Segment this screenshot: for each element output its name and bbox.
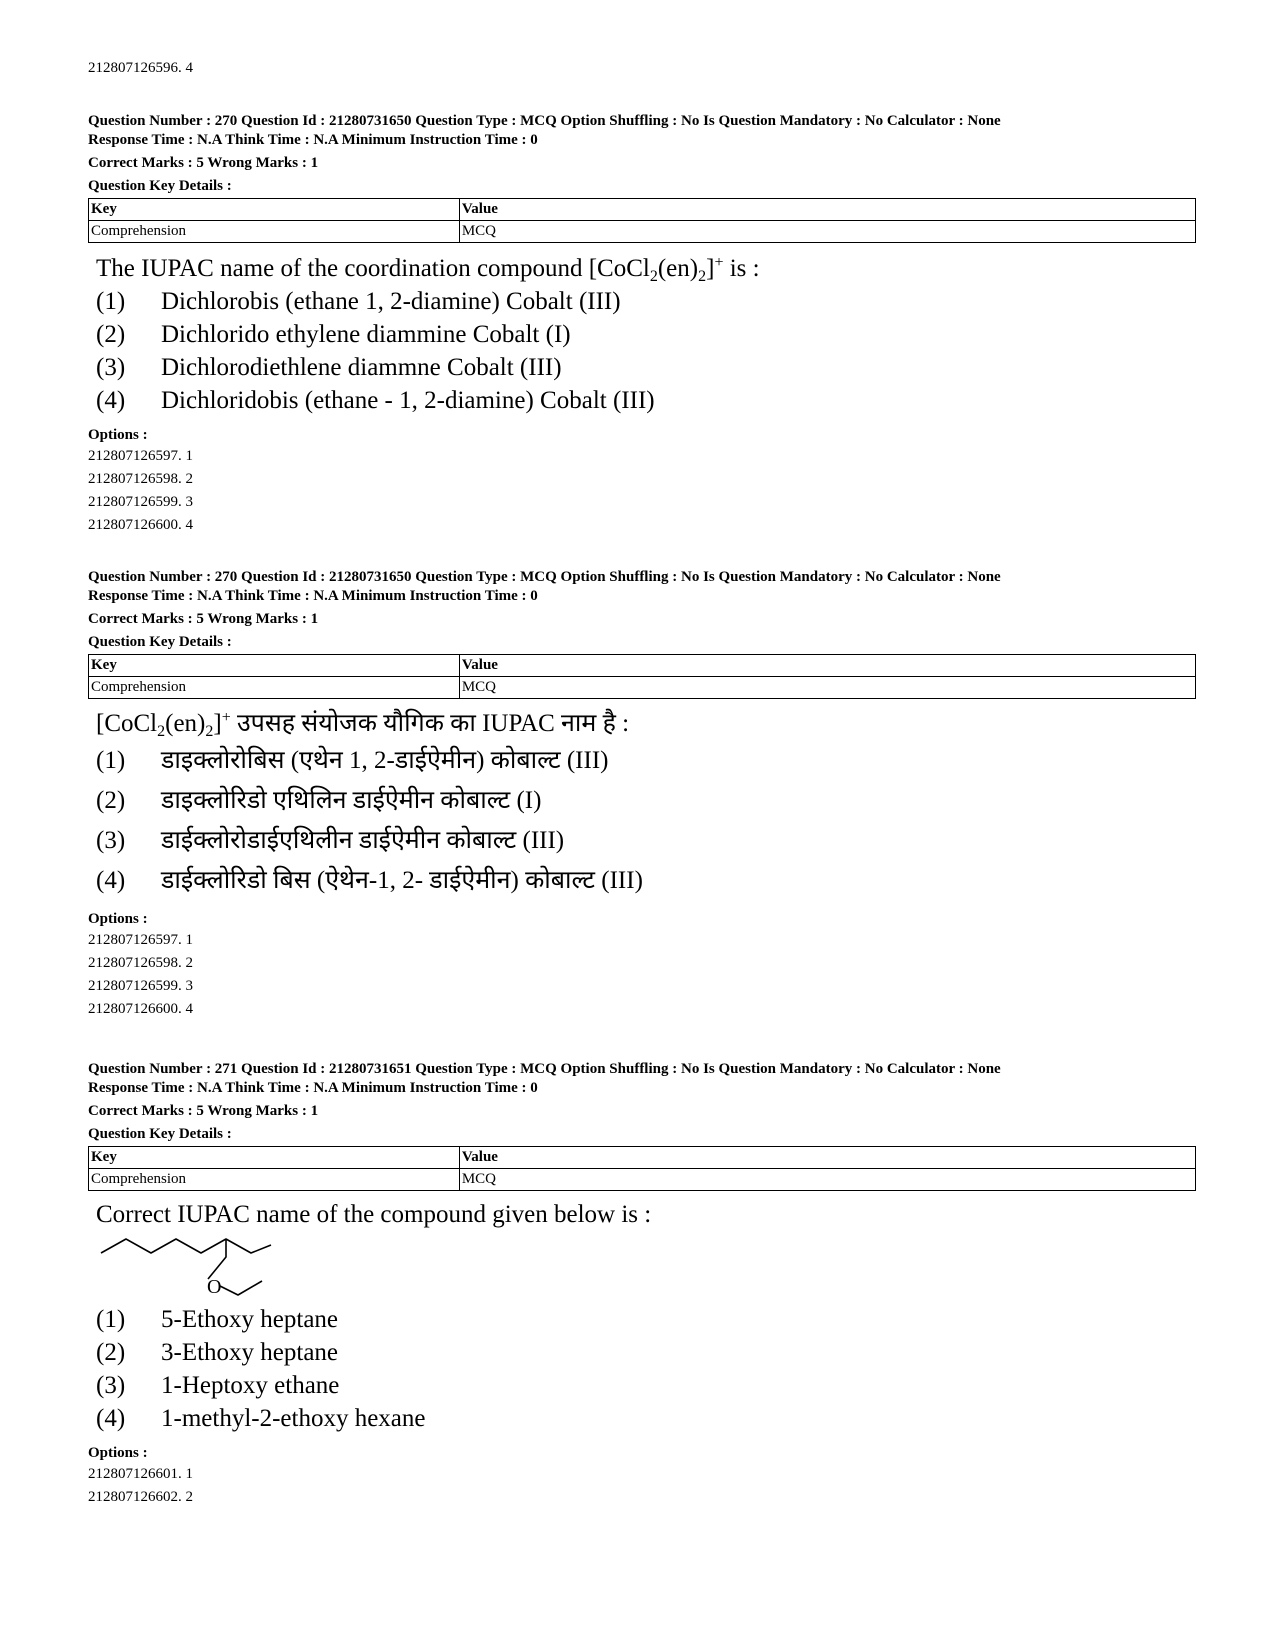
answer-option (96, 1303, 1196, 1336)
question-meta-line: Response Time : N.A Think Time : N.A Minimum Instruction Time : 0 (88, 588, 538, 604)
table-cell: MCQ (459, 677, 1195, 699)
options-label: Options : (88, 911, 148, 927)
option-number: (3) (96, 1372, 126, 1399)
key-details-label: Question Key Details : (88, 1126, 232, 1142)
answer-option (96, 1336, 1196, 1369)
question-meta-line: Question Number : 270 Question Id : 21280731650 Question Type : MCQ Option Shuffling : No Is Question Mandatory : No Calculator : None (88, 569, 1001, 585)
option-number: (1) (96, 288, 126, 315)
table-cell: Comprehension (89, 1169, 460, 1191)
option-id: 212807126598. 2 (88, 955, 193, 971)
table-header-cell: Value (459, 1147, 1195, 1169)
option-text: डाइक्लोरोबिस (एथेन 1, 2-डाईऐमीन) कोबाल्ट (III) (161, 747, 609, 774)
question-meta-line: Question Number : 271 Question Id : 21280731651 Question Type : MCQ Option Shuffling : No Is Question Mandatory : No Calculator : None (88, 1061, 1001, 1077)
option-text: डाईक्लोरोडाईएथिलीन डाईऐमीन कोबाल्ट (III) (161, 827, 565, 854)
stem-subscript: 2 (157, 723, 166, 740)
option-number: (2) (96, 321, 126, 348)
answer-option (96, 318, 1196, 351)
option-text: Dichlorobis (ethane 1, 2-diamine) Cobalt (III) (161, 288, 621, 315)
table-header-row (89, 655, 1196, 677)
option-text: 5-Ethoxy heptane (161, 1306, 339, 1333)
previous-option-id: 212807126596. 4 (88, 60, 193, 76)
stem-text: (en) (657, 255, 699, 282)
answer-option (96, 351, 1196, 384)
stem-text: (en) (165, 710, 206, 737)
key-details-label: Question Key Details : (88, 178, 232, 194)
stem-subscript: 2 (205, 723, 214, 740)
table-header-row (89, 1147, 1196, 1169)
key-details-label: Question Key Details : (88, 634, 232, 650)
option-text: डाइक्लोरिडो एथिलिन डाईऐमीन कोबाल्ट (I) (161, 787, 542, 814)
option-number: (4) (96, 387, 126, 414)
table-header-cell: Value (459, 655, 1195, 677)
stem-text: [CoCl (96, 710, 158, 737)
option-text: Dichlorodiethlene diammne Cobalt (III) (161, 354, 562, 381)
option-text: 3-Ethoxy heptane (161, 1339, 339, 1366)
key-details-table (88, 198, 1196, 243)
options-label: Options : (88, 427, 148, 443)
stem-text: ] (706, 255, 715, 282)
stem-superscript: + (221, 709, 231, 726)
question-meta-line: Response Time : N.A Think Time : N.A Minimum Instruction Time : 0 (88, 132, 538, 148)
table-header-row (89, 199, 1196, 221)
marks-line: Correct Marks : 5 Wrong Marks : 1 (88, 155, 319, 171)
table-cell: MCQ (459, 221, 1195, 243)
answer-option (96, 1402, 1196, 1435)
stem-subscript: 2 (698, 268, 707, 285)
ether-structure-diagram (96, 1233, 276, 1301)
option-id: 212807126597. 1 (88, 932, 193, 948)
question-meta-line: Question Number : 270 Question Id : 21280731650 Question Type : MCQ Option Shuffling : No Is Question Mandatory : No Calculator : None (88, 113, 1001, 129)
option-text: 1-Heptoxy ethane (161, 1372, 340, 1399)
option-id: 212807126599. 3 (88, 494, 193, 510)
question-block (88, 112, 1196, 537)
oxygen-atom-label: O (207, 1276, 222, 1298)
option-id: 212807126601. 1 (88, 1466, 193, 1482)
answer-option (96, 1369, 1196, 1402)
carbon-chain (101, 1239, 271, 1253)
option-number: (2) (96, 1339, 126, 1366)
stem-text: is : (723, 255, 760, 282)
answer-option (96, 861, 1196, 901)
option-number: (4) (96, 867, 126, 894)
table-header-cell: Key (89, 655, 460, 677)
question-meta-line: Response Time : N.A Think Time : N.A Minimum Instruction Time : 0 (88, 1080, 538, 1096)
stem-text: ] (213, 710, 222, 737)
table-header-cell: Key (89, 1147, 460, 1169)
question-content (96, 253, 1196, 417)
option-number: (2) (96, 787, 126, 814)
table-header-cell: Value (459, 199, 1195, 221)
answer-option (96, 384, 1196, 417)
option-number: (1) (96, 1306, 126, 1333)
option-text: 1-methyl-2-ethoxy hexane (161, 1405, 426, 1432)
answer-option (96, 781, 1196, 821)
option-number: (3) (96, 354, 126, 381)
ether-chain (208, 1239, 226, 1279)
option-number: (4) (96, 1405, 126, 1432)
option-number: (3) (96, 827, 126, 854)
option-text: Dichloridobis (ethane - 1, 2-diamine) Cobalt (III) (161, 387, 655, 414)
answer-option (96, 741, 1196, 781)
table-row (89, 221, 1196, 243)
marks-line: Correct Marks : 5 Wrong Marks : 1 (88, 1103, 319, 1119)
table-cell: MCQ (459, 1169, 1195, 1191)
table-header-cell: Key (89, 199, 460, 221)
question-block (88, 1060, 1196, 1509)
question-content (96, 707, 1196, 901)
table-cell: Comprehension (89, 677, 460, 699)
option-number: (1) (96, 747, 126, 774)
question-content (96, 1199, 1196, 1435)
option-text: Dichlorido ethylene diammine Cobalt (I) (161, 321, 571, 348)
question-stem (96, 707, 1196, 741)
option-id: 212807126599. 3 (88, 978, 193, 994)
question-block (88, 568, 1196, 1021)
key-details-table (88, 1146, 1196, 1191)
option-id: 212807126602. 2 (88, 1489, 193, 1505)
question-stem: Correct IUPAC name of the compound given below is : (96, 1201, 652, 1228)
table-row (89, 1169, 1196, 1191)
options-label: Options : (88, 1445, 148, 1461)
key-details-table (88, 654, 1196, 699)
option-id: 212807126597. 1 (88, 448, 193, 464)
stem-subscript: 2 (649, 268, 658, 285)
question-stem (96, 253, 1196, 285)
ethoxy-chain (220, 1281, 262, 1295)
stem-superscript: + (714, 254, 724, 271)
marks-line: Correct Marks : 5 Wrong Marks : 1 (88, 611, 319, 627)
stem-text: उपसह संयोजक यौगिक का IUPAC नाम है : (230, 710, 630, 737)
answer-option (96, 285, 1196, 318)
option-text: डाईक्लोरिडो बिस (ऐथेन-1, 2- डाईऐमीन) कोबाल्ट (III) (161, 867, 643, 894)
option-id: 212807126598. 2 (88, 471, 193, 487)
option-id: 212807126600. 4 (88, 1001, 193, 1017)
table-row (89, 677, 1196, 699)
option-id: 212807126600. 4 (88, 517, 193, 533)
table-cell: Comprehension (89, 221, 460, 243)
stem-text: The IUPAC name of the coordination compound [CoCl (96, 255, 650, 282)
answer-option (96, 821, 1196, 861)
